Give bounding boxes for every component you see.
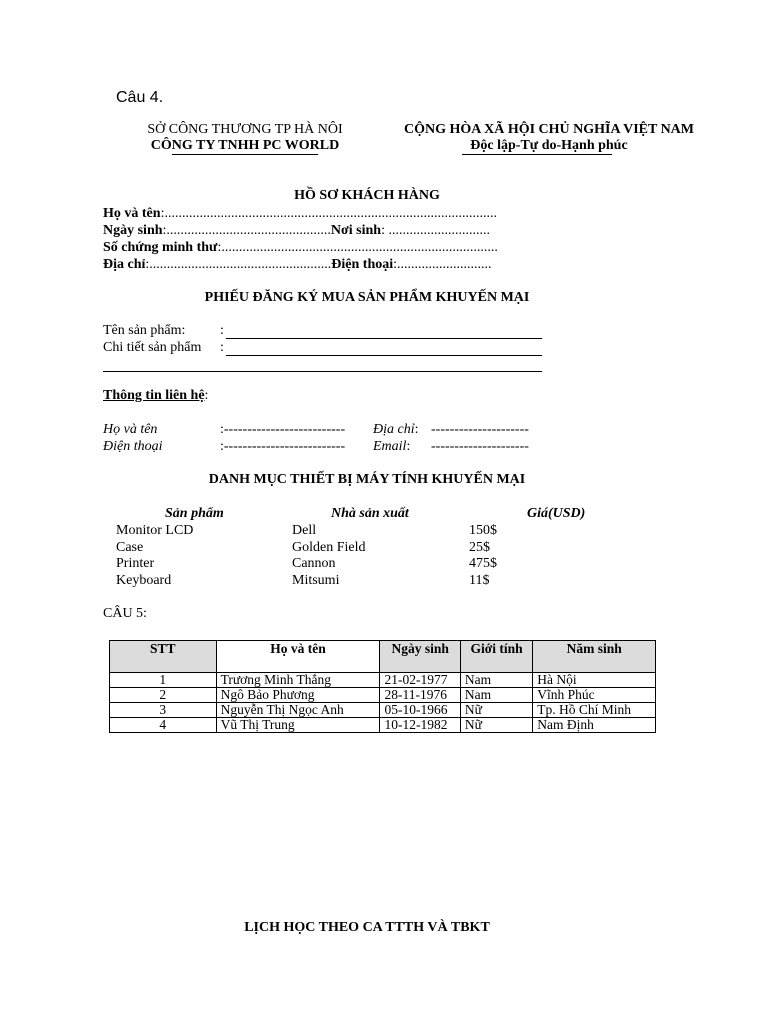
phone-dots: :...........................: [393, 257, 492, 272]
contact-title: Thông tin liên hệ: [103, 388, 205, 403]
catalog-row-price: 11$: [469, 573, 490, 588]
fullname-dots: :...............................................................................................: [160, 206, 497, 221]
contact-email-sep: :: [406, 439, 411, 454]
product-detail-colon: :: [220, 340, 224, 355]
phone-label: Điện thoại: [331, 257, 394, 272]
dob-row: [103, 223, 490, 239]
cell-stt: 3: [110, 703, 217, 718]
contact-email-dashes: ---------------------: [431, 439, 529, 454]
contact-phone-label: Điện thoại: [103, 439, 163, 454]
cell-fullname: Vũ Thị Trung: [216, 718, 380, 733]
contact-title-row: [103, 388, 208, 404]
catalog-row-price: 475$: [469, 556, 497, 571]
cell-gender: Nam: [460, 673, 532, 688]
id-dots: :...............................................................................: [217, 240, 498, 255]
catalog-title: DANH MỤC THIẾT BỊ MÁY TÍNH KHUYẾN MẠI: [208, 472, 526, 487]
cell-dob: 10-12-1982: [380, 718, 460, 733]
registration-title: PHIẾU ĐĂNG KÝ MUA SẢN PHẨM KHUYẾN MẠI: [204, 290, 530, 305]
product-name-line[interactable]: [226, 338, 542, 339]
table-row: [110, 703, 656, 718]
fullname-label: Họ và tên: [103, 206, 161, 221]
catalog-header-manufacturer: Nhà sản xuất: [331, 506, 409, 521]
cell-birthplace: Tp. Hồ Chí Minh: [533, 703, 656, 718]
product-detail-label: Chi tiết sản phẩm: [103, 340, 202, 355]
catalog-row-manufacturer: Cannon: [292, 556, 336, 571]
catalog-row-price: 150$: [469, 523, 497, 538]
national-title: CỘNG HÒA XÃ HỘI CHỦ NGHĨA VIỆT NAM: [403, 122, 694, 137]
contact-title-colon: :: [204, 388, 209, 403]
org-parent-name: SỞ CÔNG THƯƠNG TP HÀ NÔI: [147, 122, 343, 137]
question-4-label: Câu 4.: [116, 89, 164, 106]
table-row: [110, 688, 656, 703]
customer-profile-title: HỒ SƠ KHÁCH HÀNG: [294, 188, 440, 203]
product-name-colon: :: [220, 323, 224, 338]
catalog-header-price: Giá(USD): [527, 506, 586, 521]
address-row: [103, 257, 492, 273]
cell-stt: 4: [110, 718, 217, 733]
address-dots: :....................................................: [145, 257, 332, 272]
address-label: Địa chỉ: [103, 257, 146, 272]
contact-address-sep: :: [414, 422, 419, 437]
cell-fullname: Trương Minh Thắng: [216, 673, 380, 688]
contact-address-row: [373, 422, 419, 438]
catalog-row-product: Monitor LCD: [116, 523, 194, 538]
cell-fullname: Nguyễn Thị Ngọc Anh: [216, 703, 380, 718]
cell-gender: Nữ: [460, 718, 532, 733]
contact-address-label: Địa chỉ: [373, 422, 415, 437]
id-label: Số chứng minh thư: [103, 240, 218, 255]
contact-email-row: [373, 439, 410, 455]
header-dob: Ngày sinh: [380, 641, 460, 673]
cell-stt: 2: [110, 688, 217, 703]
dob-label: Ngày sinh: [103, 223, 163, 238]
contact-name-dashes: :--------------------------: [220, 422, 346, 437]
product-name-label: Tên sản phẩm:: [103, 323, 186, 338]
schedule-title: LỊCH HỌC THEO CA TTTH VÀ TBKT: [244, 920, 490, 935]
question-5-label: CÂU 5:: [103, 606, 147, 621]
contact-phone-dashes: :--------------------------: [220, 439, 346, 454]
catalog-row-product: Printer: [116, 556, 155, 571]
id-row: [103, 240, 498, 256]
company-underline: [172, 154, 318, 155]
contact-email-label: Email: [373, 439, 407, 454]
cell-dob: 21-02-1977: [380, 673, 460, 688]
catalog-row-product: Keyboard: [116, 573, 172, 588]
fullname-row: [103, 206, 497, 222]
header-fullname: Họ và tên: [216, 641, 380, 673]
pob-dots: : .............................: [381, 223, 490, 238]
catalog-row-manufacturer: Mitsumi: [292, 573, 340, 588]
header-birthplace: Năm sinh: [533, 641, 656, 673]
table-row: [110, 718, 656, 733]
cell-birthplace: Hà Nội: [533, 673, 656, 688]
cell-gender: Nữ: [460, 703, 532, 718]
catalog-row-price: 25$: [469, 540, 490, 555]
cell-dob: 05-10-1966: [380, 703, 460, 718]
motto-underline: [462, 154, 612, 155]
catalog-row-manufacturer: Dell: [292, 523, 317, 538]
header-gender: Giới tính: [460, 641, 532, 673]
cell-dob: 28-11-1976: [380, 688, 460, 703]
cell-birthplace: Vĩnh Phúc: [533, 688, 656, 703]
table-header-row: [110, 641, 656, 673]
dob-dots: :...............................................: [162, 223, 331, 238]
cell-birthplace: Nam Định: [533, 718, 656, 733]
students-table: [109, 640, 656, 733]
catalog-header-product: Sản phẩm: [165, 506, 224, 521]
company-name: CÔNG TY TNHH PC WORLD: [150, 138, 340, 153]
product-detail-line-2[interactable]: [103, 371, 542, 372]
contact-address-dashes: ---------------------: [431, 422, 529, 437]
catalog-row-product: Case: [116, 540, 144, 555]
catalog-row-manufacturer: Golden Field: [292, 540, 366, 555]
cell-fullname: Ngô Bảo Phương: [216, 688, 380, 703]
national-motto: Độc lập-Tự do-Hạnh phúc: [470, 138, 628, 153]
header-stt: STT: [110, 641, 217, 673]
table-row: [110, 673, 656, 688]
contact-name-label: Họ và tên: [103, 422, 158, 437]
cell-gender: Nam: [460, 688, 532, 703]
pob-label: Nơi sinh: [330, 223, 382, 238]
cell-stt: 1: [110, 673, 217, 688]
product-detail-line[interactable]: [226, 355, 542, 356]
